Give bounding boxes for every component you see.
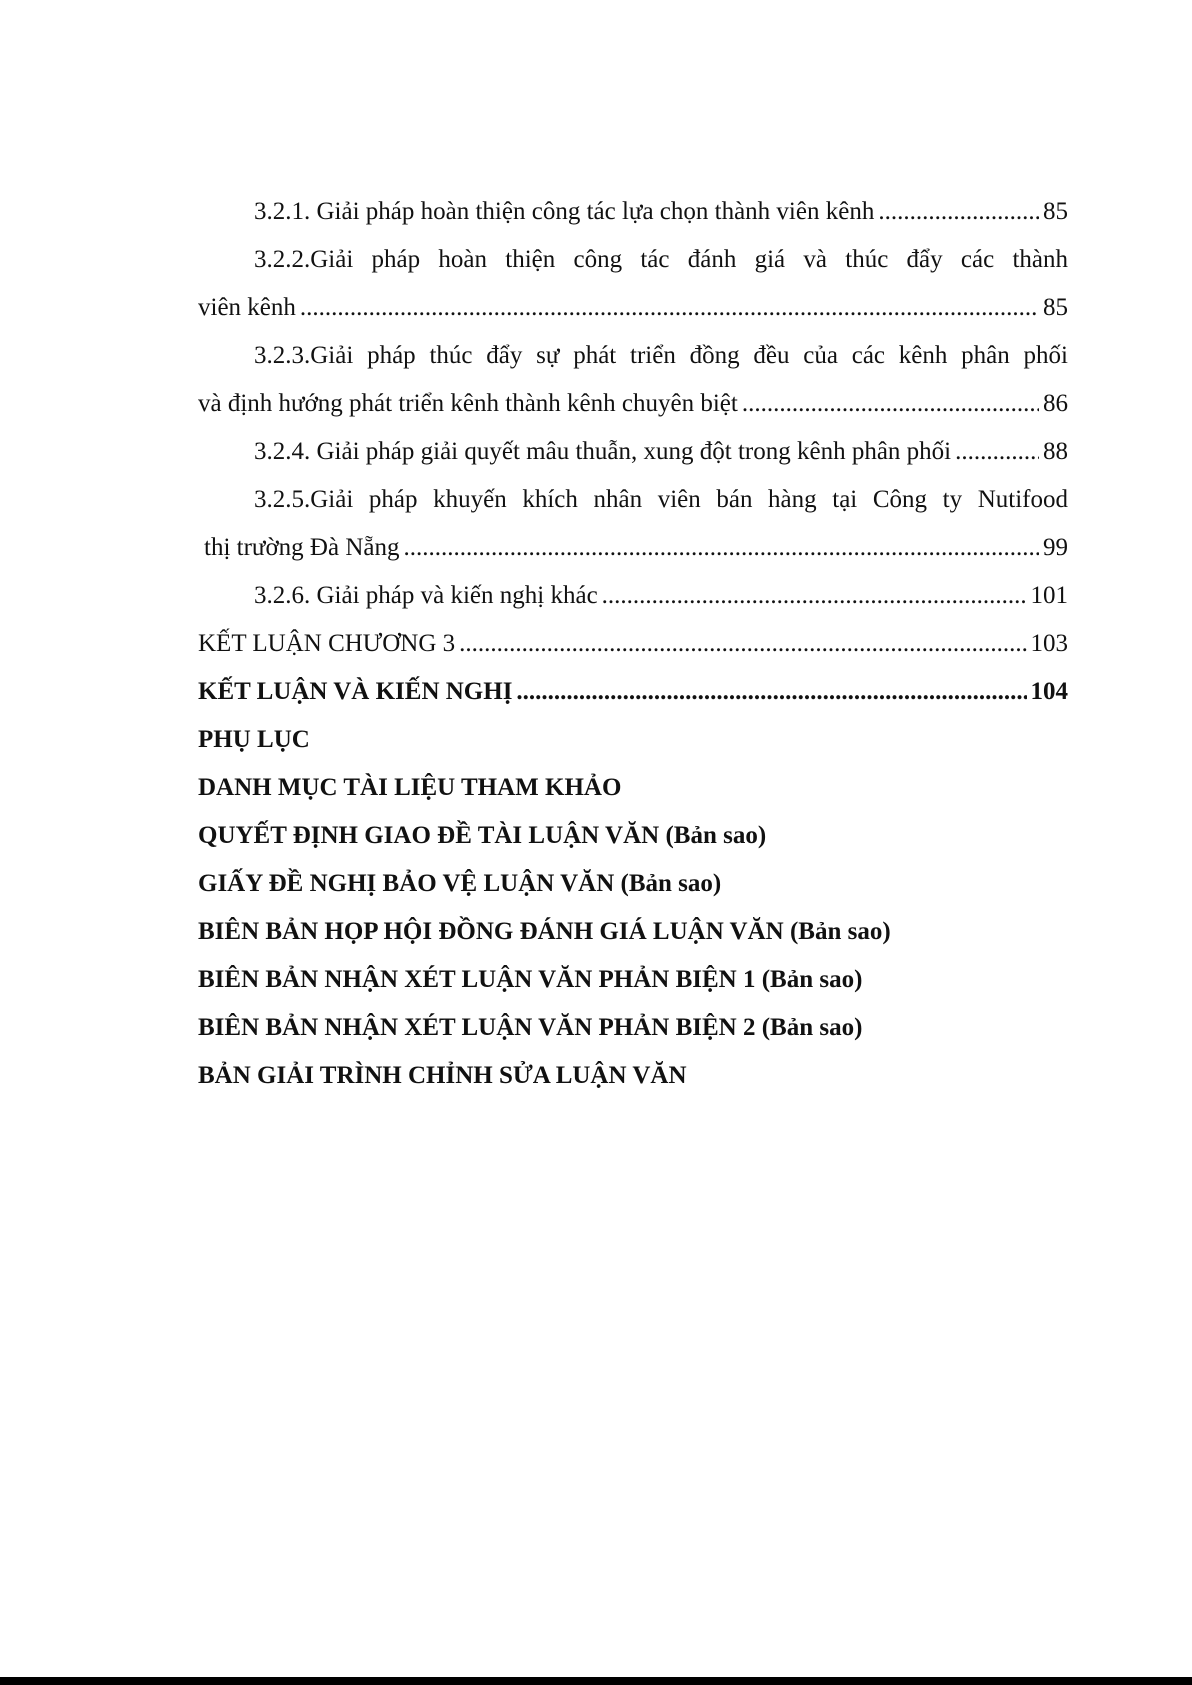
toc-entry-label: 3.2.5.Giải pháp khuyến khích nhân viên bán hàng tại Công ty Nutifood (254, 486, 1068, 513)
toc-leader-dots (300, 284, 1039, 332)
toc-entry-label: 3.2.4. Giải pháp giải quyết mâu thuẫn, xung đột trong kênh phân phối (254, 438, 952, 465)
toc-leader-dots (878, 188, 1039, 236)
toc-entry-label: thị trường Đà Nẵng (204, 534, 400, 561)
toc-entry-label: KẾT LUẬN CHƯƠNG 3 (198, 630, 456, 657)
toc-entry-3-2-5-line1[interactable] (198, 476, 1068, 524)
toc-leader-dots (516, 668, 1026, 716)
toc-entry-label: viên kênh (198, 294, 296, 321)
toc-entry-defense-request[interactable]: GIẤY ĐỀ NGHỊ BẢO VỆ LUẬN VĂN (Bản sao) (198, 870, 722, 897)
toc-entry-3-2-4[interactable] (198, 428, 1068, 476)
toc-entry-chapter-3-conclusion[interactable] (198, 620, 1068, 668)
toc-entry-conclusion-recommendations[interactable] (198, 668, 1068, 716)
toc-leader-dots (459, 620, 1026, 668)
page-bottom-edge (0, 1677, 1192, 1685)
toc-leader-dots (403, 524, 1039, 572)
toc-entry-label: 3.2.6. Giải pháp và kiến nghị khác (254, 582, 598, 609)
toc-entry-3-2-3-line1[interactable] (198, 332, 1068, 380)
toc-entry-council-minutes[interactable]: BIÊN BẢN HỌP HỘI ĐỒNG ĐÁNH GIÁ LUẬN VĂN (Bản sao) (198, 918, 891, 945)
toc-entry-label: 3.2.3.Giải pháp thúc đẩy sự phát triển đồng đều của các kênh phân phối (254, 342, 1068, 369)
toc-entry-3-2-2-line2[interactable] (198, 284, 1068, 332)
toc-entry-revision-explanation[interactable]: BẢN GIẢI TRÌNH CHỈNH SỬA LUẬN VĂN (198, 1062, 687, 1089)
toc-entry-3-2-3-line2[interactable] (198, 380, 1068, 428)
table-of-contents (198, 188, 1068, 1100)
toc-entry-3-2-5-line2[interactable] (198, 524, 1068, 572)
toc-page-number: 86 (1043, 390, 1068, 417)
toc-entry-3-2-1[interactable] (198, 188, 1068, 236)
toc-entry-appendix[interactable]: PHỤ LỤC (198, 726, 310, 753)
toc-entry-review-2[interactable]: BIÊN BẢN NHẬN XÉT LUẬN VĂN PHẢN BIỆN 2 (Bản sao) (198, 1014, 863, 1041)
toc-entry-assignment-decision[interactable]: QUYẾT ĐỊNH GIAO ĐỀ TÀI LUẬN VĂN (Bản sao) (198, 822, 767, 849)
toc-leader-dots (955, 428, 1039, 476)
toc-page-number: 104 (1030, 678, 1068, 705)
toc-page-number: 85 (1043, 294, 1068, 321)
toc-page-number: 88 (1043, 438, 1068, 465)
toc-entry-review-1[interactable]: BIÊN BẢN NHẬN XÉT LUẬN VĂN PHẢN BIỆN 1 (Bản sao) (198, 966, 863, 993)
toc-entry-label: và định hướng phát triển kênh thành kênh chuyên biệt (198, 390, 738, 417)
toc-page-number: 85 (1043, 198, 1068, 225)
toc-entry-references[interactable]: DANH MỤC TÀI LIỆU THAM KHẢO (198, 774, 622, 801)
toc-page-number: 103 (1030, 630, 1068, 657)
toc-entry-3-2-6[interactable] (198, 572, 1068, 620)
toc-page-number: 99 (1043, 534, 1068, 561)
toc-entry-label: 3.2.1. Giải pháp hoàn thiện công tác lựa chọn thành viên kênh (254, 198, 875, 225)
toc-entry-label: 3.2.2.Giải pháp hoàn thiện công tác đánh giá và thúc đẩy các thành (254, 246, 1068, 273)
toc-page-number: 101 (1030, 582, 1068, 609)
toc-leader-dots (742, 380, 1039, 428)
toc-leader-dots (602, 572, 1027, 620)
toc-entry-label: KẾT LUẬN VÀ KIẾN NGHỊ (198, 678, 513, 705)
toc-entry-3-2-2-line1[interactable] (198, 236, 1068, 284)
